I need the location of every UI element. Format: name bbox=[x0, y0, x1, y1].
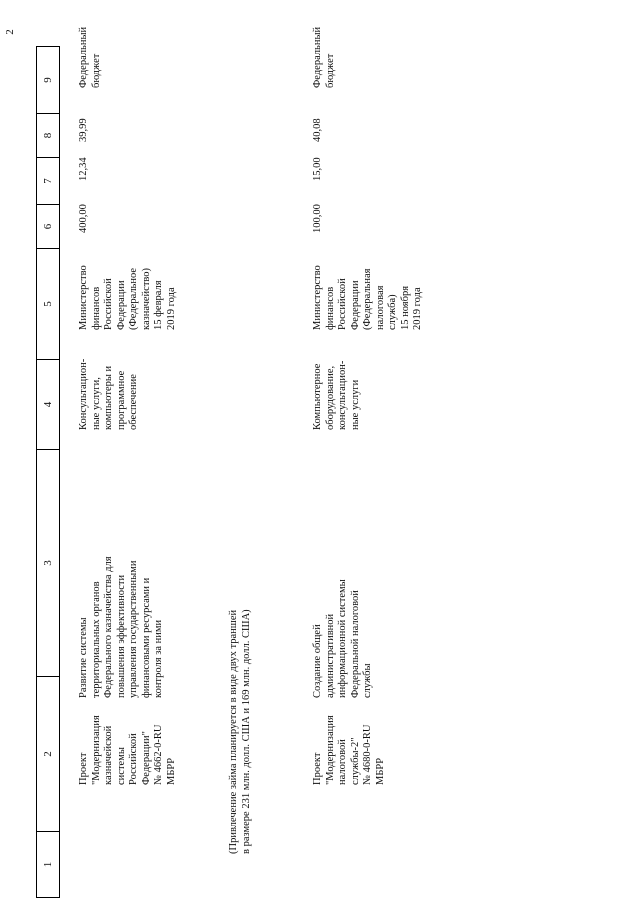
tranche-note: (Привлечение займа планируется в виде двух траншей в размере 231 млн. долл. США и 169 млн. долл. США) bbox=[228, 609, 252, 854]
purpose-cell: Создание общей административной информационной системы Федеральной налоговой службы bbox=[312, 579, 373, 698]
column-number-3: 3 bbox=[37, 450, 60, 677]
value-col7-cell: 12,34 bbox=[78, 157, 89, 181]
column-number-6: 6 bbox=[37, 205, 60, 249]
page-number: 2 bbox=[4, 29, 16, 35]
value-col7-cell: 15,00 bbox=[312, 157, 323, 181]
column-number-header bbox=[36, 46, 60, 898]
executor-cell: Министерство финансов Российской Федерации (Федеральное казначейство) 15 февраля 2019 года bbox=[78, 265, 177, 330]
value-col6-cell: 100,00 bbox=[312, 204, 323, 233]
category-cell: Компьютерное оборудование, консультацион- ные услуги bbox=[312, 360, 361, 430]
purpose-cell: Развитие системы территориальных органов Федерального казначейства для повышения эффективности управления государственными финансовыми ресурсами и контроля за ними bbox=[78, 556, 164, 698]
value-col8-cell: 39,99 bbox=[78, 118, 89, 142]
column-number-1: 1 bbox=[37, 832, 60, 898]
executor-cell: Министерство финансов Российской Федерации (Федеральная налоговая служба) 15 ноября 2019 года bbox=[312, 265, 423, 330]
column-number-8: 8 bbox=[37, 114, 60, 158]
column-number-row bbox=[37, 47, 60, 898]
category-cell: Консультацион- ные услуги, компьютеры и программное обеспечение bbox=[78, 358, 139, 430]
project-name-cell: Проект "Модернизация казначейской системы Российской Федерации" № 4662-0-RU МБРР bbox=[78, 715, 177, 785]
funding-source-cell: Федеральный бюджет bbox=[312, 26, 336, 88]
funding-source-cell: Федеральный бюджет bbox=[78, 26, 102, 88]
column-number-4: 4 bbox=[37, 360, 60, 450]
value-col6-cell: 400,00 bbox=[78, 204, 89, 233]
column-number-5: 5 bbox=[37, 249, 60, 360]
value-col8-cell: 40,08 bbox=[312, 118, 323, 142]
column-number-7: 7 bbox=[37, 158, 60, 205]
column-number-9: 9 bbox=[37, 47, 60, 114]
column-number-2: 2 bbox=[37, 677, 60, 832]
project-name-cell: Проект "Модернизация налоговой службы-2" № 4680-0-RU МБРР bbox=[312, 715, 386, 785]
